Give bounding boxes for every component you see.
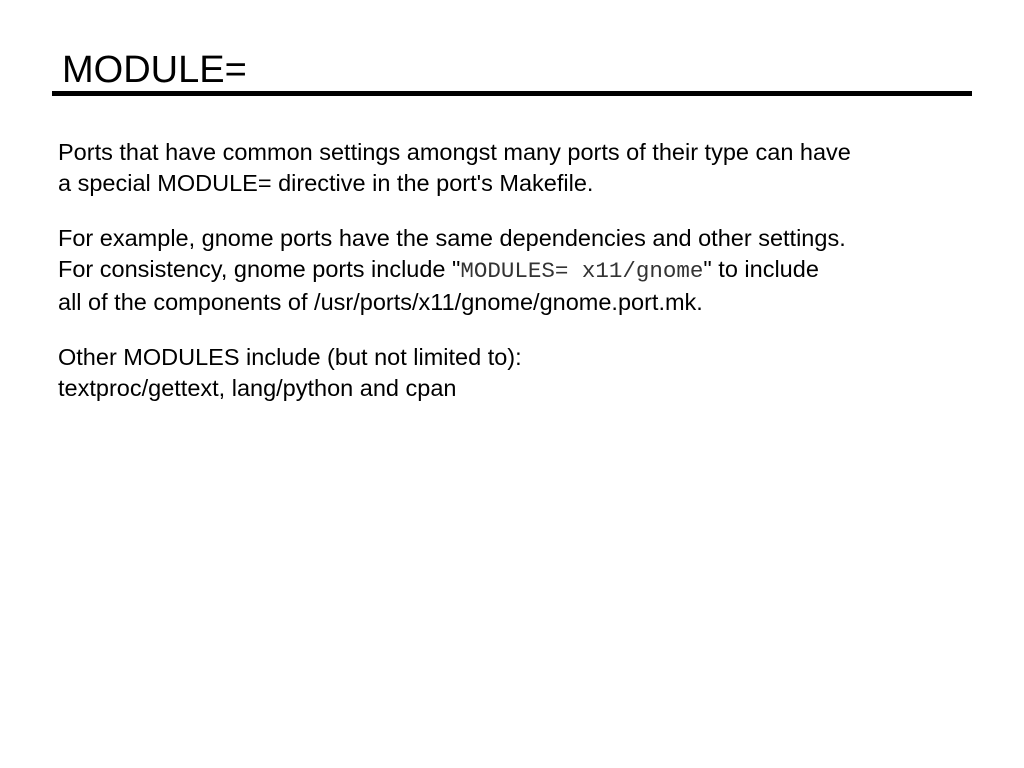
paragraph-line: all of the components of /usr/ports/x11/gnome/gnome.port.mk. bbox=[58, 289, 703, 315]
title-underline bbox=[52, 91, 972, 96]
paragraph-line: For example, gnome ports have the same dependencies and other settings. bbox=[58, 225, 846, 251]
text-after-code: " to include bbox=[703, 256, 819, 282]
paragraph-line: a special MODULE= directive in the port's Makefile. bbox=[58, 170, 594, 196]
slide-body bbox=[58, 137, 978, 428]
slide-title: MODULE= bbox=[62, 49, 247, 91]
paragraph-line: textproc/gettext, lang/python and cpan bbox=[58, 375, 457, 401]
paragraph-other-modules bbox=[58, 342, 978, 404]
paragraph-gnome-example bbox=[58, 223, 978, 318]
paragraph-line: Other MODULES include (but not limited to): bbox=[58, 344, 522, 370]
paragraph-line-with-code bbox=[58, 254, 978, 287]
inline-code: MODULES= x11/gnome bbox=[460, 258, 704, 284]
paragraph-module-directive bbox=[58, 137, 978, 199]
paragraph-line: Ports that have common settings amongst many ports of their type can have bbox=[58, 139, 851, 165]
text-before-code: For consistency, gnome ports include " bbox=[58, 256, 461, 282]
